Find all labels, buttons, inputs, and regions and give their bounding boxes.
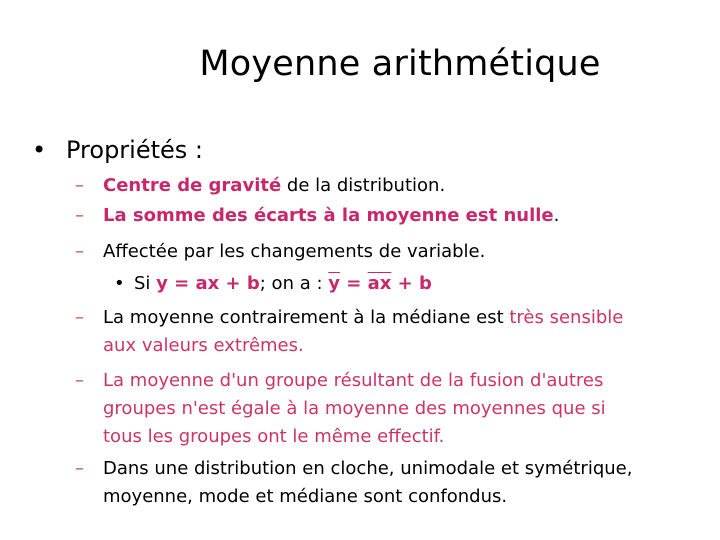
item-continuation: aux valeurs extrêmes.: [103, 335, 304, 356]
dash-icon: –: [75, 205, 84, 226]
formula-line: [114, 270, 432, 298]
item-red-text: très sensible: [509, 307, 624, 328]
list-item: [75, 172, 445, 200]
formula-pre: Si: [134, 273, 157, 294]
formula-mid: ; on a :: [259, 273, 329, 294]
slide-title: Moyenne arithmétique: [199, 44, 601, 84]
formula-b: + b: [391, 273, 432, 294]
list-item: [75, 238, 485, 266]
list-item: [75, 304, 623, 332]
dash-icon: –: [75, 241, 84, 262]
item-bold: Centre de gravité: [103, 175, 282, 196]
bullet-icon: •: [114, 273, 125, 294]
properties-label: Propriétés :: [66, 136, 204, 164]
item-text: Affectée par les changements de variable.: [103, 241, 486, 262]
item-text: .: [553, 205, 560, 226]
mean-x: $\overline{ax}$: [367, 273, 392, 294]
item-text: La moyenne d'un groupe résultant de la fusion d'autres: [103, 370, 604, 391]
item-bold: La somme des écarts à la moyenne est nulle: [103, 205, 554, 226]
bullet-icon: •: [32, 136, 47, 164]
dash-icon: –: [75, 370, 84, 391]
dash-icon: –: [75, 458, 84, 479]
item-text: de la distribution.: [281, 175, 446, 196]
mean-y: $\overline{y}$: [328, 273, 340, 294]
item-continuation: tous les groupes ont le même effectif.: [103, 426, 445, 447]
item-continuation: groupes n'est égale à la moyenne des moyennes que si: [103, 398, 606, 419]
list-item: [75, 202, 559, 230]
item-text: La moyenne contrairement à la médiane est: [103, 307, 510, 328]
item-continuation: moyenne, mode et médiane sont confondus.: [103, 486, 508, 507]
properties-heading: [32, 136, 203, 164]
item-text: Dans une distribution en cloche, unimodale et symétrique,: [103, 458, 633, 479]
dash-icon: –: [75, 175, 84, 196]
formula-eq: =: [339, 273, 368, 294]
formula: y = ax + b: [156, 273, 260, 294]
list-item: [75, 367, 603, 395]
list-item: [75, 455, 632, 483]
dash-icon: –: [75, 307, 84, 328]
